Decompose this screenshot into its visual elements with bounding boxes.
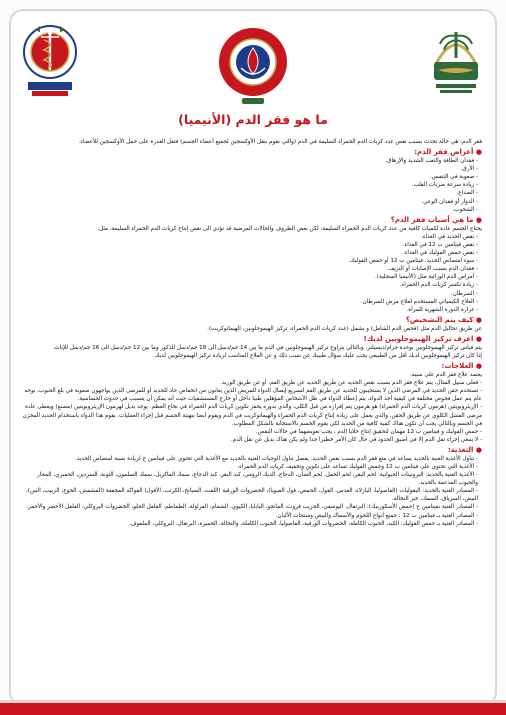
list-item: - المصادر الغنية بـ حمض الفوليك: الكبد، الحبوب الكاملة، الخضروات الورقية، الفاصوليا، الحبوب الكاملة، والنخالة، الخميرة، البرتقال، البروكلي، الملفوف. — [128, 520, 478, 527]
list-item: - المصادر الغنية بالحديد: البقوليات (الفاصوليا، البازلاء، العدس، الفول، الحمص، فول الصويا)، الخضروات الورقية (اللفت، السبانخ، الكرنب، الأقول) الفواكه المجففة (المشمش، الخوخ، الزبيب، التين)، البيض، السرياق، السمك، خبز النخالة. — [25, 488, 478, 503]
list-item: - المصادر الغنية بفيتامين ج (حمض الأسكوربيك): البرتقال، اليوسفي، الجريب فروت، المانجو، البابايا، الكيوي، الشمام، الفراولة، الطماطم، الفلفل الحلو، الخضروات البروكلي، الفلفل الأخضر والأحمر. — [26, 504, 478, 511]
saudi-society-transfusion-medicine-logo — [216, 24, 290, 110]
bullet-icon: ● — [473, 148, 482, 157]
logo-header — [20, 22, 486, 112]
hemoglobin-advice-text: إذا كان تركيز الهيموجلوبين لديك أقل من الطبيعي يجب عليك سؤال طبيبك عن سبب ذلك و عن العلاج المناسب لزيادة تركيز الهيموجلوبين لديك. — [153, 352, 482, 359]
list-item: - السرطان. — [450, 290, 478, 297]
page-title: ما هو فقر الدم (الأنيميا) — [178, 112, 328, 127]
section-heading: ● ما هي أسباب فقر الدم؟ — [390, 215, 482, 224]
diagnosis-section — [22, 315, 482, 333]
causes-section — [22, 215, 482, 314]
faculty-of-medicine-logo — [20, 22, 80, 102]
section-heading: ● التغذية: — [447, 445, 482, 454]
list-item: - المصادر الغنية بـ فيتامين ب 12 : جميع أنواع اللحوم والأسماك والبيض ومنتجات الألبان. — [275, 512, 478, 519]
symptoms-list — [22, 157, 482, 214]
bullet-icon: ● — [473, 362, 482, 371]
treatment-section — [22, 361, 482, 444]
list-item: - الصداع. — [456, 190, 478, 197]
treatment-paragraph: - الإريثروبويتين (هرمون كريات الدم الحمراء) هو هرمون يتم إفرازه من قبل الكلى، والذي بدوره يحفز تكوين كريات الدم الحمراء في نخاع العظم. يوجد بديل لهرمون الإريثروبويتين (مصنع) ويعطى عادة مرضى الفشل الكلوي عن طريق الحقن، والذي يعمل على زيادة إنتاج كريات الدم الحمراء والهيماتوكريت في الدم ويقوم أيضا بتهيئة الجسم قبل إجراء العمليات. يقوم هذا الدواء باستخدام الحديد المخزن في الجسم وبالتالي يجب أن تكون هناك كمية كافية من الحديد لكي يقوم الجسم بالاستجابة بالشكل المطلوب. — [22, 404, 482, 427]
list-item: - الشحوب. — [452, 206, 478, 213]
list-item: - غزارة الدورة الشهرية للمرأة. — [406, 306, 478, 313]
university-emblem-logo — [426, 24, 486, 102]
treatment-paragraph: - فعلى سبيل المثال، يتم علاج فقر الدم بسبب نقص الحديد عن طريق الحديد عن طريق الفم، أو عن طريق الوريد. — [220, 380, 482, 387]
list-item: - سوء امتصاص الحديد، فيتامين ب 12 أو حمض الفوليك. — [348, 258, 478, 265]
hemoglobin-section — [22, 334, 482, 360]
hemoglobin-range-text: يتم قياس تركيز الهيموجلوبين بوحدة جرام/ديسيلتر، وبالتالي يتراوح تركيز الهيموجلوبين في الدم ما بين 14 جم/دسل الى 18 جم/دسل للذكور وما بين 12 جم/دسل الى 16 جم/دسل للإناث. — [52, 344, 482, 351]
list-item: - نقص حمض الفوليك في الغذاء. — [403, 250, 478, 257]
list-item: - نقص فيتامين ب 12 في الغذاء. — [402, 241, 478, 248]
causes-intro: يحتاج الجسم عادة لكميات كافية من عدد كريات الدم الحمراء السليمة، لكن بعض الظروف والحالات المرضية قد تؤدي الى نقص إنتاج كريات الدم الحمراء السليمة، مثل: — [97, 225, 482, 232]
intro-paragraph: فقر الدم: هي حالة تحدث بسبب نقص عدد كريات الدم الحمراء السليمة في الدم (والتي تقوم بنقل الأوكسجين لجميع أعضاء الجسم) فتقل القدرة على حمل الأوكسجين للأعضاء. — [78, 139, 482, 145]
list-item: - فقدان الدم بسبب الإصابات أو النزيف. — [386, 266, 478, 273]
list-item: - زيادة تكسر كريات الدم الحمراء. — [399, 282, 478, 289]
list-item: - أمراض الدم الوراثية مثل (الأنيميا المنجلية). — [375, 274, 478, 281]
list-item: - الأرق. — [460, 166, 478, 173]
article-body — [22, 138, 482, 528]
list-item: - زيادة سرعة ضربات القلب. — [411, 182, 478, 189]
treatment-intro: يعتمد علاج فقر الدم على سببه. — [409, 372, 482, 379]
footer-stripe — [0, 703, 506, 715]
bullet-icon: ● — [473, 334, 482, 343]
treatment-paragraph: - تستخدم حقن الحديد في المرضى الذين لا يستجيبون للحديد عن طريق الفم لتسريع إيصال الدواء للمريض الذين يعانون من انخفاض حاد للحديد أو للمرضى الذين يواجهون صعوبة في بلع الحبوب، بوجه عام يتم عمل فحوص مختلفة في كيفية أخذ الدواء، يتم إعطاء الدواء في ظل الأشخاص المؤهلين طبيا داخل أو خارج المستشفيات حيث أنه يمكن أن يتسبب في حدوث الحساسية. — [24, 388, 482, 403]
list-item: - نقص الحديد في الغذاء. — [421, 233, 478, 240]
section-heading: ● كيف يتم التشخيص؟ — [405, 315, 482, 324]
bullet-icon: ● — [473, 315, 482, 324]
symptoms-section — [22, 147, 482, 214]
treatment-paragraph: - لا ينبغي إجراء نقل الدم إلا في أضيق الحدود في حال كان الأمر خطيرا جدا ولم يكن هناك بديل عن نقل الدم. — [230, 436, 482, 443]
list-item: - الأغذية التي تحتوي على فيتامين ب 12 وحمض الفوليك تساعد على تكوين وتخفيف كريات الدم الحمراء. — [237, 464, 478, 470]
list-item: - الأغذية الغنية بالحديد: البروتينات الحيوانية: لحم البقر، لحم الحمل، لحم الضأن، الدجاج، الديك الرومي، كبد البقر، كبد الدجاج، سمك الماكريل، سمك السلمون، التونة، السردين، الجمبري، المحار والحبوب المدعمة بالحديد. — [37, 472, 478, 487]
list-item: - فقدان الطاقة والتعب الشديد والإرهاق. — [385, 158, 478, 165]
nutrition-section — [22, 445, 482, 528]
nutrition-list — [22, 455, 482, 528]
section-heading: ● اعرف تركيز الهيموجلوبين لديك! — [363, 334, 482, 343]
bullet-icon: ● — [473, 215, 482, 224]
list-item: - الدوار أو فقدان الوعي. — [421, 198, 478, 205]
causes-list — [22, 233, 482, 314]
treatment-paragraph: - حمض الفوليك و فيتامين ب 12 مهمان لتحقيق إنتاج خلايا الدم ، يجب تعويضهما في حالات النقص. — [255, 428, 482, 435]
bullet-icon: ● — [473, 445, 482, 454]
list-item: - تناول الأغذية الغنية بالحديد يساعد في منع فقر الدم بسبب نقص الحديد. يفضل تناول الوجبات الغنية بالحديد مع الأغذية التي تحتوي على فيتامين ج لزيادة نسبة امتصاص الحديد. — [75, 455, 478, 462]
list-item: - العلاج الكيميائي المستخدم لعلاج مرض السرطان. — [360, 298, 478, 305]
section-heading: ● أعراض فقر الدم: — [414, 148, 482, 157]
list-item: - صعوبة في التنفس. — [430, 174, 478, 181]
section-heading: ● العلاجات: — [441, 362, 482, 371]
diagnosis-text: عن طريق تحاليل الدم مثل (فحص الدم الشامل) و يشمل (عدد كريات الدم الحمراء، تركيز الهيموجلوبين، الهيماتوكريت). — [207, 325, 482, 332]
